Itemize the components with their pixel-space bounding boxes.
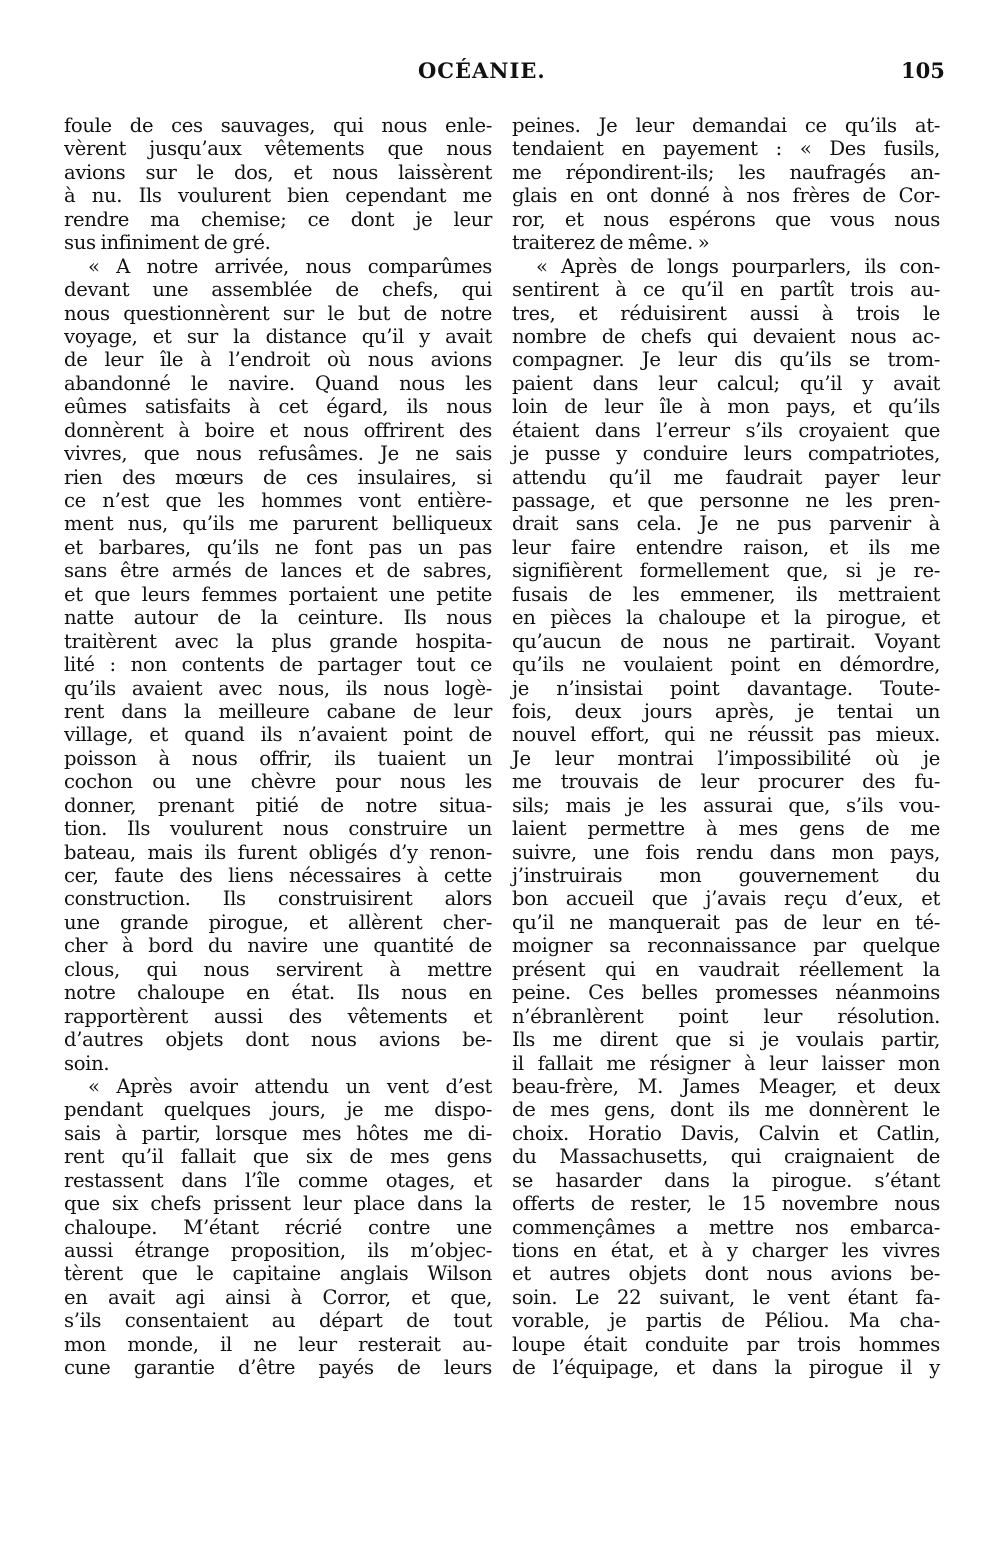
text-line: moigner sa reconnaissance par quelque (512, 934, 940, 958)
text-line: qu’ils avaient avec nous, ils nous logè- (64, 676, 492, 700)
text-line: fois, deux jours après, je tentai un (512, 699, 940, 723)
running-title: OCÉANIE. (418, 58, 546, 83)
text-line: voyage, et sur la distance qu’il y avait (64, 324, 492, 348)
text-line: avions sur le dos, et nous laissèrent (64, 160, 492, 184)
text-line: lité : non contents de partager tout ce (64, 653, 492, 677)
text-line: Ils me dirent que si je voulais partir, (512, 1028, 940, 1052)
text-line: traitèrent avec la plus grande hospita- (64, 629, 492, 653)
text-line: étaient dans l’erreur s’ils croyaient que (512, 418, 940, 442)
text-line: sus infiniment de gré. (64, 231, 271, 255)
text-line: traiterez de même. » (512, 231, 710, 255)
text-line: sils; mais je les assurai que, s’ils vou- (512, 793, 940, 817)
text-line: rien des mœurs de ces insulaires, si (64, 465, 492, 489)
text-line: foule de ces sauvages, qui nous enle- (64, 114, 492, 137)
text-line: ce n’est que les hommes vont entière- (64, 489, 492, 512)
text-line: poisson à nous offrir, ils tuaient un (64, 746, 492, 770)
text-line: mon monde, il ne leur resterait au- (64, 1332, 492, 1356)
text-line: clous, qui nous servirent à mettre (64, 957, 492, 981)
text-line: qu’il ne manquerait pas de leur en té- (512, 910, 940, 934)
text-line: cher à bord du navire une quantité de (64, 934, 492, 958)
text-line: et autres objets dont nous avions be- (512, 1262, 940, 1286)
text-line: compagner. Je leur dis qu’ils se trom- (512, 348, 940, 372)
text-line: « A notre arrivée, nous comparûmes (88, 254, 492, 278)
text-line: s’ils consentaient au départ de tout (64, 1309, 492, 1333)
text-line: à nu. Ils voulurent bien cependant me (64, 184, 492, 208)
text-line: tèrent que le capitaine anglais Wilson (64, 1262, 492, 1286)
text-column-left (64, 114, 492, 1380)
text-line: que six chefs prissent leur place dans la (64, 1192, 492, 1216)
text-line: j’instruirais mon gouvernement du (512, 864, 940, 887)
text-line: Je leur montrai l’impossibilité où je (512, 746, 940, 770)
text-line: eûmes satisfaits à cet égard, ils nous (64, 395, 492, 419)
text-line: soin. (64, 1051, 110, 1075)
text-line: devant une assemblée de chefs, qui (64, 278, 492, 302)
text-line: et que leurs femmes portaient une petite (64, 582, 492, 606)
text-line: qu’aucun de nous ne partirait. Voyant (512, 629, 940, 653)
text-line: tendaient en payement : « Des fusils, (512, 137, 940, 161)
text-line: sais à partir, lorsque mes hôtes me di- (64, 1121, 492, 1145)
text-line: rendre ma chemise; ce dont je leur (64, 207, 492, 231)
text-line: présent qui en vaudrait réellement la (512, 957, 940, 981)
text-line: tions en état, et à y charger les vivres (512, 1239, 940, 1262)
text-line: chaloupe. M’étant récrié contre une (64, 1215, 492, 1239)
text-line: construction. Ils construisirent alors (64, 887, 492, 911)
text-line: en avait agi ainsi à Corror, et que, (64, 1285, 492, 1309)
text-line: en pièces la chaloupe et la pirogue, et (512, 606, 940, 630)
text-line: tres, et réduisirent aussi à trois le (512, 301, 940, 325)
text-line: donner, prenant pitié de notre situa- (64, 793, 492, 817)
text-line: drait sans cela. Je ne pus parvenir à (512, 512, 940, 536)
text-line: « Après avoir attendu un vent d’est (88, 1074, 492, 1098)
text-line: offerts de rester, le 15 novembre nous (512, 1192, 940, 1216)
text-line: de l’équipage, et dans la pirogue il y (512, 1356, 940, 1380)
text-line: peine. Ces belles promesses néanmoins (512, 981, 940, 1005)
text-line: vèrent jusqu’aux vêtements que nous (64, 137, 492, 161)
text-line: village, et quand ils n’avaient point de (64, 723, 492, 747)
text-line: ror, et nous espérons que vous nous (512, 207, 940, 231)
text-line: sans être armés de lances et de sabres, (64, 559, 492, 583)
text-line: beau-frère, M. James Meager, et deux (512, 1074, 940, 1098)
text-column-right (512, 114, 940, 1380)
text-line: sentirent à ce qu’il en partît trois au- (512, 278, 940, 302)
text-line: je n’insistai point davantage. Toute- (512, 676, 940, 700)
text-line: notre chaloupe en état. Ils nous en (64, 981, 492, 1005)
text-line: nombre de chefs qui devaient nous ac- (512, 324, 940, 348)
text-line: laient permettre à mes gens de me (512, 817, 940, 841)
text-line: leur faire entendre raison, et ils me (512, 535, 940, 559)
page-header (0, 58, 1000, 88)
text-line: vorable, je partis de Péliou. Ma cha- (512, 1309, 940, 1333)
text-line: donnèrent à boire et nous offrirent des (64, 418, 492, 442)
text-line: bon accueil que j’avais reçu d’eux, et (512, 887, 940, 911)
text-line: abandonné le navire. Quand nous les (64, 371, 492, 395)
text-line: rapportèrent aussi des vêtements et (64, 1004, 492, 1028)
text-line: rent dans la meilleure cabane de leur (64, 699, 492, 723)
text-line: « Après de longs pourparlers, ils con- (536, 254, 940, 278)
text-line: aussi étrange proposition, ils m’objec- (64, 1239, 492, 1262)
text-line: cer, faute des liens nécessaires à cette (64, 864, 492, 887)
text-line: cune garantie d’être payés de leurs (64, 1356, 492, 1380)
page-number: 105 (901, 58, 945, 83)
text-line: loupe était conduite par trois hommes (512, 1332, 940, 1356)
text-line: passage, et que personne ne les pren- (512, 489, 940, 512)
text-line: suivre, une fois rendu dans mon pays, (512, 840, 940, 864)
text-line: de mes gens, dont ils me donnèrent le (512, 1098, 940, 1122)
text-line: qu’ils ne voulaient point en démordre, (512, 653, 940, 677)
text-line: de leur île à l’endroit où nous avions (64, 348, 492, 372)
text-line: rent qu’il fallait que six de mes gens (64, 1145, 492, 1169)
text-line: nouvel effort, qui ne réussit pas mieux. (512, 723, 940, 747)
text-line: paient dans leur calcul; qu’il y avait (512, 371, 940, 395)
text-line: se hasarder dans la pirogue. s’étant (512, 1168, 940, 1192)
text-line: tion. Ils voulurent nous construire un (64, 817, 492, 841)
text-line: nous questionnèrent sur le but de notre (64, 301, 492, 325)
text-line: loin de leur île à mon pays, et qu’ils (512, 395, 940, 419)
text-line: fusais de les emmener, ils mettraient (512, 582, 940, 606)
text-line: il fallait me résigner à leur laisser mon (512, 1051, 940, 1075)
text-line: et barbares, qu’ils ne font pas un pas (64, 535, 492, 559)
text-line: me répondirent-ils; les naufragés an- (512, 160, 940, 184)
text-line: choix. Horatio Davis, Calvin et Catlin, (512, 1121, 940, 1145)
text-line: bateau, mais ils furent obligés d’y renon- (64, 840, 492, 864)
text-line: cochon ou une chèvre pour nous les (64, 770, 492, 794)
text-line: du Massachusetts, qui craignaient de (512, 1145, 940, 1169)
text-line: attendu qu’il me faudrait payer leur (512, 465, 940, 489)
text-line: glais en ont donné à nos frères de Cor- (512, 184, 940, 208)
text-line: vivres, que nous refusâmes. Je ne sais (64, 442, 492, 466)
text-line: commençâmes a mettre nos embarca- (512, 1215, 940, 1239)
text-line: peines. Je leur demandai ce qu’ils at- (512, 114, 940, 137)
text-line: pendant quelques jours, je me dispo- (64, 1098, 492, 1122)
text-line: je pusse y conduire leurs compatriotes, (512, 442, 940, 466)
text-line: signifièrent formellement que, si je re- (512, 559, 940, 583)
text-line: soin. Le 22 suivant, le vent étant fa- (512, 1285, 940, 1309)
text-line: me trouvais de leur procurer des fu- (512, 770, 940, 794)
text-line: ment nus, qu’ils me parurent belliqueux (64, 512, 492, 536)
text-line: d’autres objets dont nous avions be- (64, 1028, 492, 1052)
text-line: une grande pirogue, et allèrent cher- (64, 910, 492, 934)
text-line: natte autour de la ceinture. Ils nous (64, 606, 492, 630)
text-line: n’ébranlèrent point leur résolution. (512, 1004, 940, 1028)
text-line: restassent dans l’île comme otages, et (64, 1168, 492, 1192)
